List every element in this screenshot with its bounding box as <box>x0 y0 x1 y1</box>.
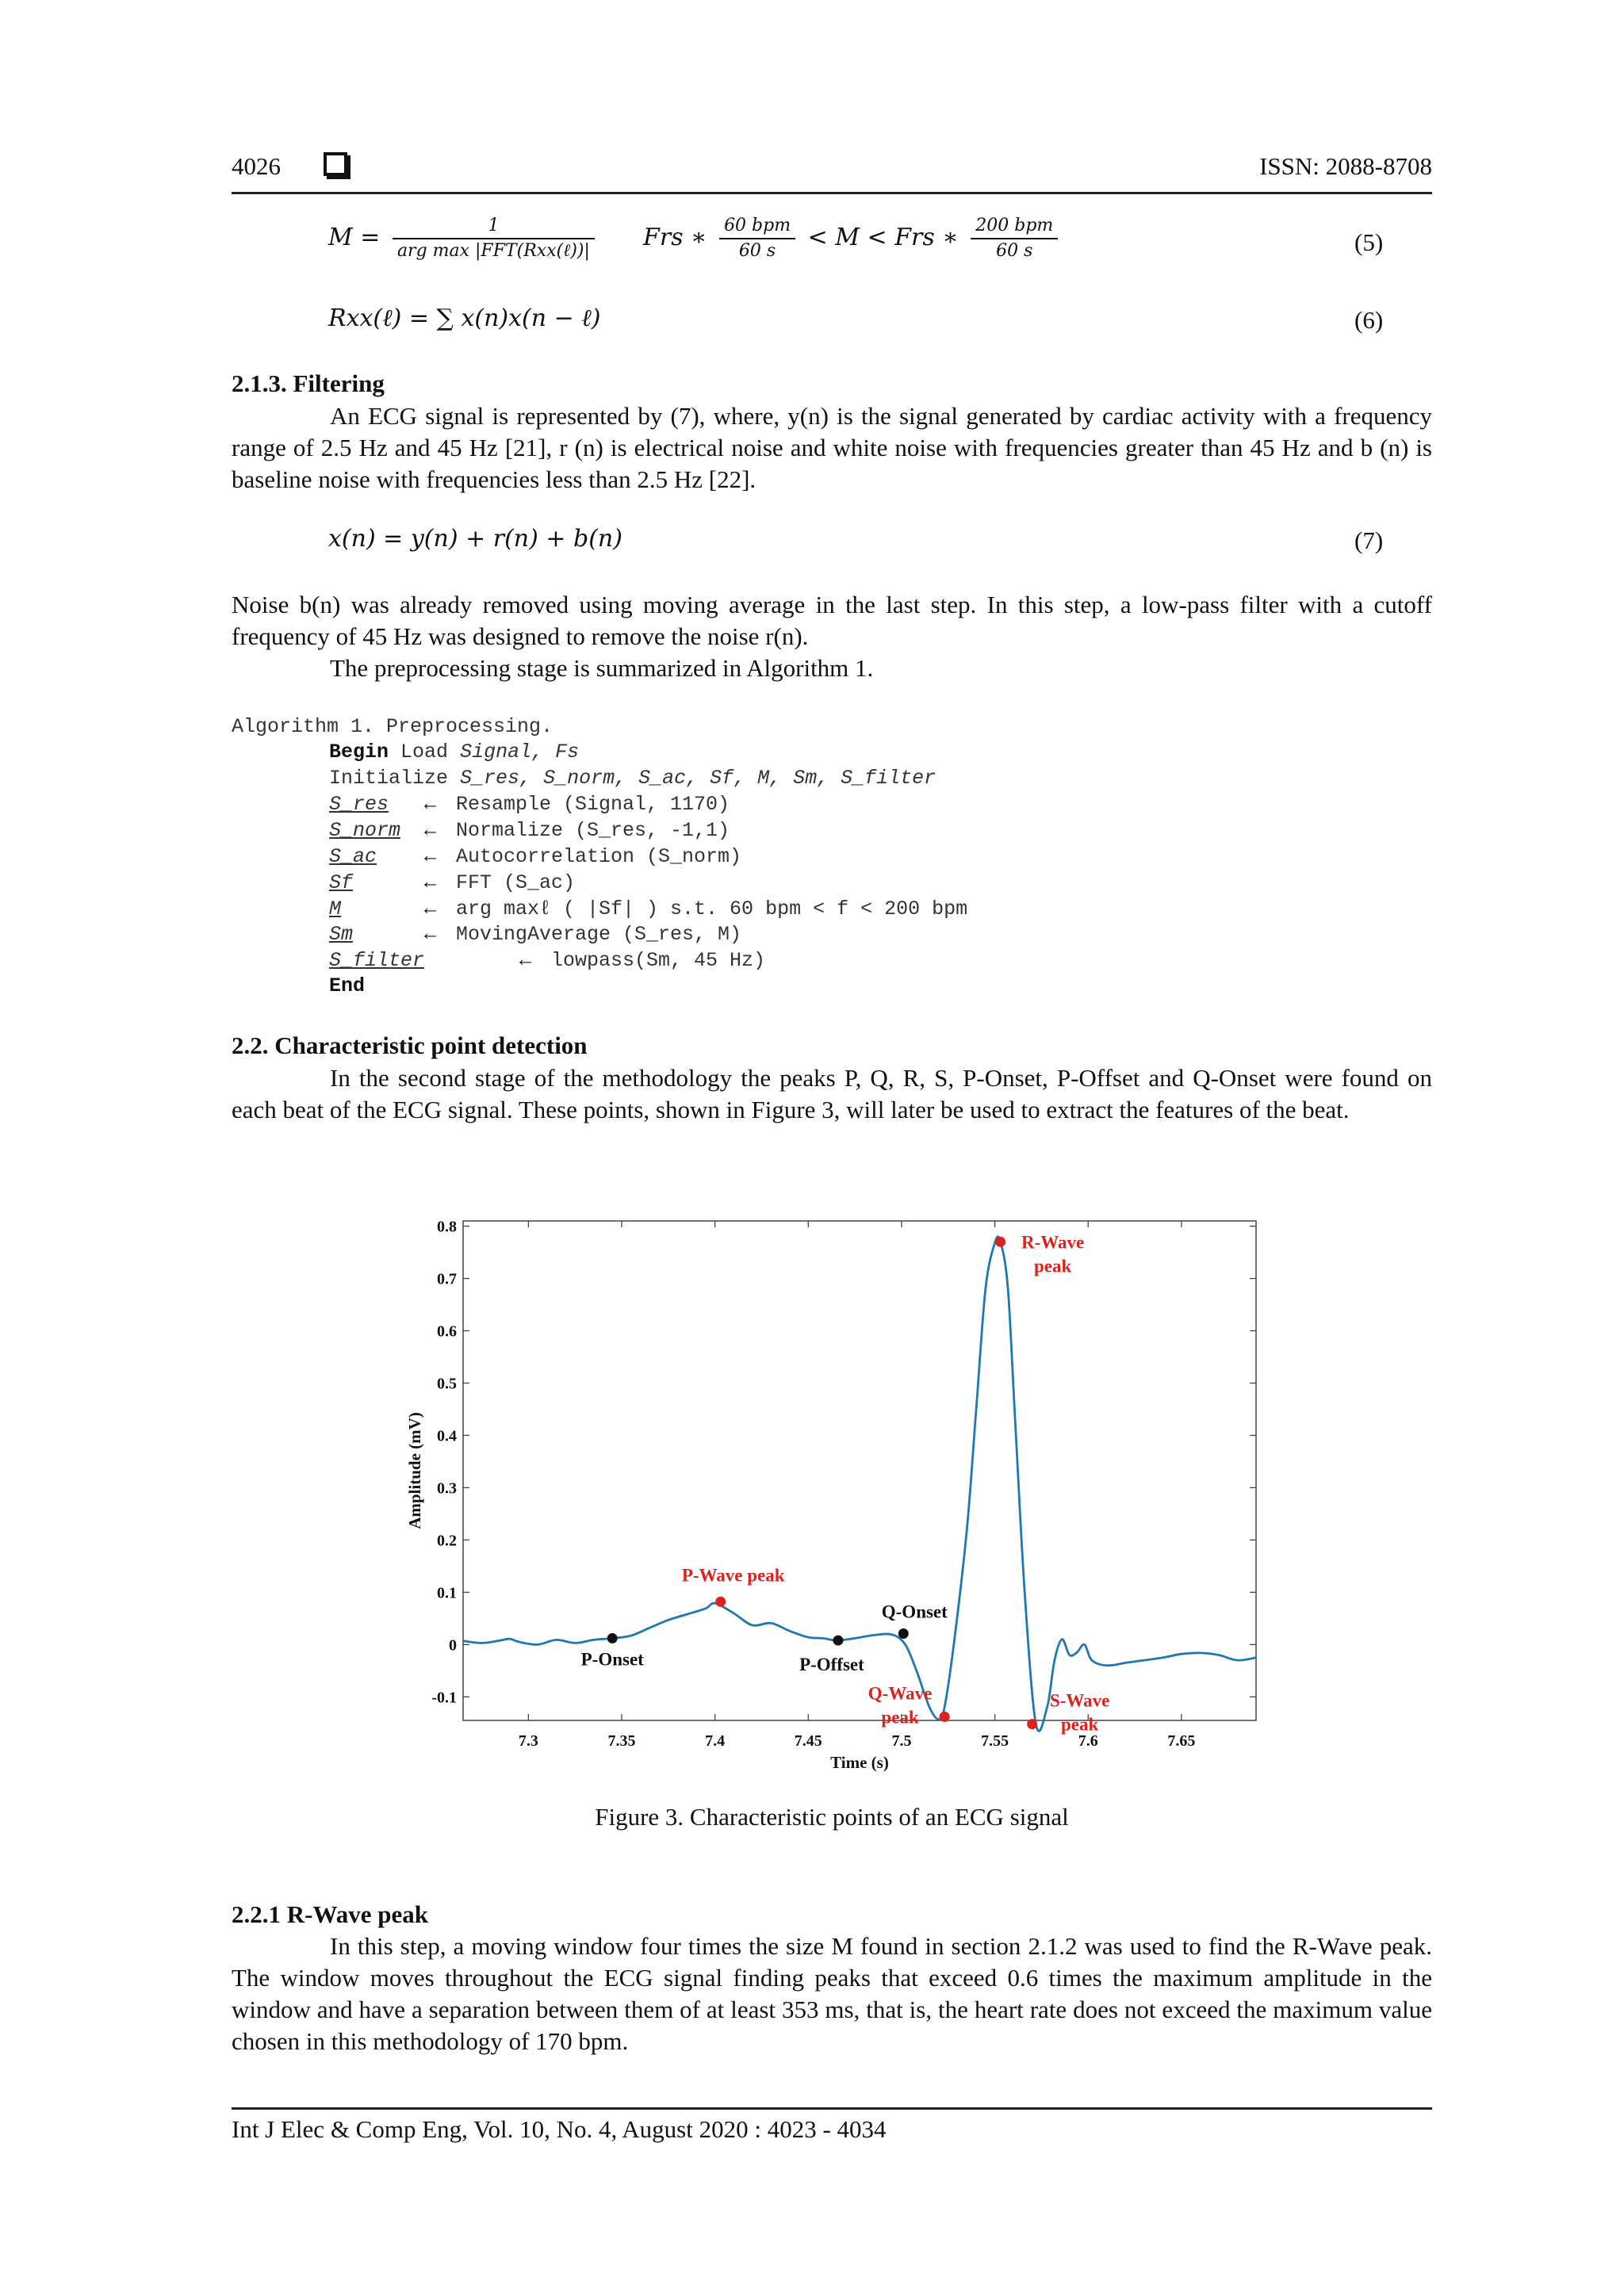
label-p-offset: P-Offset <box>799 1655 864 1675</box>
page-number: 4026 <box>232 152 347 181</box>
x-tick-label: 7.65 <box>1167 1732 1196 1750</box>
footer-citation: Int J Elec & Comp Eng, Vol. 10, No. 4, August 2020 : 4023 - 4034 <box>232 2115 887 2143</box>
equation-5-number: (5) <box>1354 228 1384 256</box>
plot-frame <box>463 1221 1256 1720</box>
section-heading-characteristic-point-detection: 2.2. Characteristic point detection <box>232 1031 588 1059</box>
paragraph-filtering: An ECG signal is represented by (7), where, y(n) is the signal generated by cardiac activity with a frequency range of 2.5 Hz and 45 Hz [21], r (n) is electrical noise and white noise with frequencies greater than 45 Hz and b (n) is baseline noise with frequencies less than 2.5 Hz [22]. <box>232 402 1432 493</box>
marker-p-offset <box>833 1636 843 1646</box>
x-tick-label: 7.3 <box>518 1732 538 1750</box>
paragraph-noise: Noise b(n) was already removed using moving average in the last step. In this step, a low-pass filter with a cutoff frequency of 45 Hz was designed to remove the noise r(n). <box>232 591 1432 650</box>
marker-p-wave-peak <box>715 1597 726 1607</box>
algorithm-initialize-line: Initialize S_res, S_norm, S_ac, Sf, M, Sm, S_filter <box>329 767 936 790</box>
y-tick-label: 0.2 <box>437 1532 457 1550</box>
paragraph-characteristic-points: In the second stage of the methodology the peaks P, Q, R, S, P-Onset, P-Offset and Q-Onset were found on each beat of the ECG signal. These points, shown in Figure 3, will later be used to extract the features of the beat. <box>232 1064 1432 1123</box>
equation-7-number: (7) <box>1354 526 1384 554</box>
x-axis-label: Time (s) <box>830 1753 889 1772</box>
equation-5: M = $\frac{1}{\text{arg max |FFT(Rxx(ℓ))|}}$ Frs ∗ $\frac{\text{60 bpm}}{60 s}$ < M < Frs ∗ $\frac{\text{200 bpm}}{60 s}$ <box>328 214 1063 263</box>
marker-p-onset <box>607 1633 618 1644</box>
y-tick-label: -0.1 <box>431 1689 457 1707</box>
algorithm-step: Sf ← FFT (S_ac) <box>329 871 576 894</box>
y-tick-label: 0.1 <box>437 1584 457 1602</box>
equation-6: Rxx(ℓ) = ∑ x(n)x(n − ℓ) <box>328 304 601 332</box>
label-s-wave-peak: S-Wave peak <box>1049 1690 1110 1735</box>
algorithm-step: S_filter ← lowpass(Sm, 45 Hz) <box>329 949 766 972</box>
y-tick-label: 0.3 <box>437 1479 457 1498</box>
y-tick-label: 0.5 <box>437 1375 457 1393</box>
footer-rule <box>232 2107 1432 2110</box>
figure-caption: Figure 3. Characteristic points of an ECG signal <box>595 1803 1069 1831</box>
y-tick-label: 0.8 <box>437 1218 457 1236</box>
issn-header: ISSN: 2088-8708 <box>1259 152 1432 180</box>
y-tick-label: 0.4 <box>437 1427 457 1445</box>
algorithm-step: S_res ← Resample (Signal, 1170) <box>329 793 730 816</box>
algorithm-end: End <box>329 974 366 997</box>
label-r-wave-peak: R-Wave peak <box>1021 1232 1085 1276</box>
y-tick-label: 0.7 <box>437 1270 457 1288</box>
equation-7: x(n) = y(n) + r(n) + b(n) <box>328 525 622 553</box>
marker-s-wave-peak <box>1027 1719 1037 1729</box>
algorithm-step: S_ac ← Autocorrelation (S_norm) <box>329 845 742 868</box>
ecg-figure <box>396 1205 1269 1776</box>
x-tick-label: 7.45 <box>794 1732 822 1750</box>
paragraph-r-wave-peak: In this step, a moving window four times the size M found in section 2.1.2 was used to find the R-Wave peak. The window moves throughout the ECG signal finding peaks that exceed 0.6 times the maximum amplitude in the window and have a separation between them of at least 353 ms, that is, the heart rate does not exceed the maximum value chosen in this methodology of 170 bpm. <box>232 1932 1432 2055</box>
algorithm-begin-line: Begin Load Signal, Fs <box>329 740 580 763</box>
x-tick-label: 7.35 <box>607 1732 636 1750</box>
algorithm-title: Algorithm 1. Preprocessing. <box>232 715 553 738</box>
y-tick-label: 0 <box>449 1636 457 1655</box>
paragraph-preprocessing: The preprocessing stage is summarized in Algorithm 1. <box>330 654 874 682</box>
section-heading-r-wave-peak: 2.2.1 R-Wave peak <box>232 1900 428 1928</box>
y-axis-label: Amplitude (mV) <box>405 1412 424 1529</box>
marker-r-wave-peak <box>995 1237 1005 1247</box>
checkbox-square-icon <box>324 152 347 176</box>
header-rule <box>232 192 1432 194</box>
x-tick-label: 7.55 <box>981 1732 1009 1750</box>
algorithm-step: S_norm ← Normalize (S_res, -1,1) <box>329 819 730 842</box>
label-p-wave-peak: P-Wave peak <box>681 1565 785 1586</box>
x-tick-label: 7.6 <box>1078 1732 1098 1750</box>
x-tick-label: 7.5 <box>891 1732 912 1750</box>
algorithm-step: Sm ← MovingAverage (S_res, M) <box>329 923 742 946</box>
marker-q-onset <box>898 1628 909 1639</box>
equation-6-number: (6) <box>1354 306 1384 334</box>
label-q-wave-peak: Q-Wave peak <box>868 1683 933 1728</box>
section-heading-filtering: 2.1.3. Filtering <box>232 369 385 397</box>
label-q-onset: Q-Onset <box>881 1601 948 1622</box>
x-tick-label: 7.4 <box>705 1732 726 1750</box>
label-p-onset: P-Onset <box>580 1649 644 1670</box>
y-tick-label: 0.6 <box>437 1322 457 1341</box>
marker-q-wave-peak <box>940 1712 950 1722</box>
algorithm-step: M ← arg maxℓ ( |Sf| ) s.t. 60 bpm < f < 200 bpm <box>329 897 968 920</box>
